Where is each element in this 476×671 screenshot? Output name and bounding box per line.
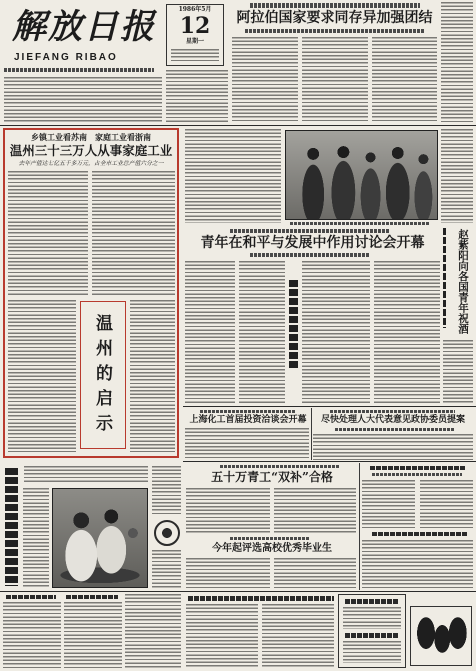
npc-kicker (330, 410, 455, 413)
bottom-col-5 (262, 604, 334, 668)
ad-text-2 (343, 641, 401, 663)
wenzhou-body-col-2 (92, 171, 175, 296)
youth-body-col-4 (374, 261, 440, 404)
issue-info-line (4, 68, 154, 72)
rule-right-lower (359, 463, 360, 590)
masthead-latin: JIEFANG RIBAO (14, 52, 118, 63)
arab-body-col-1 (232, 37, 298, 123)
chemical-kicker (200, 410, 295, 413)
youth-kicker (230, 229, 390, 233)
right-lower-heading-2 (372, 532, 467, 536)
bottom-heading-1 (6, 595, 56, 599)
rule-bottom (0, 591, 476, 592)
date-year-month: 1986年5月 (178, 6, 212, 13)
wenzhou-subhead: 去年产值达七亿五千多万元，占全市工业总产值六分之一 (18, 161, 164, 167)
photo-story-text (185, 129, 281, 223)
side-vertical-headline (289, 280, 298, 370)
top-right-column (441, 2, 473, 123)
left-lower-side-col-1 (152, 466, 181, 516)
rule-top (0, 125, 476, 126)
arab-headline: 阿拉伯国家要求同存异加强团结 (236, 10, 433, 26)
date-box (166, 4, 224, 66)
date-day: 12 (179, 13, 211, 39)
arab-subhead (245, 29, 425, 33)
masthead-text-block (4, 77, 162, 123)
workers-body-col-2 (274, 488, 356, 533)
left-lower-caption-text (23, 488, 49, 588)
left-vertical-headline (5, 468, 18, 586)
graduates-body-col-2 (274, 558, 356, 588)
wenzhou-commentary-title: 温州的启示 (92, 313, 112, 439)
chemical-body (185, 428, 309, 459)
bottom-col-1 (3, 602, 61, 668)
wenzhou-body-col-4 (130, 300, 175, 452)
youth-body-col-2 (239, 261, 285, 404)
right-lower-subheading-1 (372, 473, 462, 476)
wenzhou-body-col-3 (8, 300, 76, 452)
column-logo-box (410, 606, 472, 666)
arab-kicker (250, 3, 420, 8)
right-lower-body-1a (362, 480, 415, 528)
right-lower-body-2 (362, 540, 473, 588)
bottom-col-3 (125, 594, 181, 668)
text-below-date (166, 70, 228, 123)
rule-chemical-npc (311, 408, 312, 460)
arab-body-col-2 (302, 37, 368, 123)
arab-body-col-3 (372, 37, 437, 123)
bottom-ad-box (338, 594, 406, 668)
date-details (171, 49, 219, 63)
workers-kicker (220, 465, 340, 468)
zhao-body (443, 340, 473, 404)
npc-body (313, 434, 473, 460)
youth-body-col-1 (185, 261, 235, 404)
bottom-heading-2 (66, 595, 118, 599)
left-lower-kicker-text (24, 466, 148, 484)
ad-heading-1 (345, 599, 399, 604)
chemical-headline: 上海化工首届投资洽谈会开幕 (189, 415, 307, 425)
rule-mid (183, 406, 476, 407)
graduates-kicker (230, 537, 310, 540)
wenzhou-commentary-box (80, 301, 126, 449)
workers-body-col-1 (186, 488, 270, 533)
emblem-icon (154, 520, 180, 546)
right-lower-heading-1 (370, 466, 465, 470)
zhao-kicker (443, 228, 446, 328)
date-weekday: 星期一 (185, 38, 204, 45)
photo-caption (290, 222, 430, 225)
youth-headline: 青年在和平与发展中作用讨论会开幕 (200, 235, 425, 251)
bottom-col-4 (186, 604, 258, 668)
left-lower-side-col-2 (152, 550, 181, 588)
bottom-col-2 (64, 602, 122, 668)
photo-workers-at-counter (52, 488, 148, 588)
ad-heading-2 (345, 633, 399, 638)
graduates-body-col-1 (186, 558, 270, 588)
workers-headline: 五十万青工“双补”合格 (211, 470, 333, 484)
right-column-upper (441, 129, 473, 223)
right-lower-body-1b (420, 480, 473, 528)
wenzhou-kicker: 乡镇工业看苏南 家庭工业看浙南 (31, 132, 151, 142)
rule-lower (183, 461, 476, 462)
photo-delegation-walking (285, 130, 438, 220)
graduates-headline: 今年起评选高校优秀毕业生 (212, 543, 332, 554)
wenzhou-body-col-1 (8, 171, 88, 296)
npc-headline: 尽快处理人大代表意见政协委员提案 (320, 415, 465, 425)
youth-body-col-3 (302, 261, 370, 404)
youth-subhead (250, 253, 370, 257)
masthead-title: 解放日报 (12, 7, 156, 47)
ad-text-1 (343, 607, 401, 629)
bottom-heading-center (188, 596, 334, 601)
zhao-headline: 赵紫阳向各国青年祝酒 (457, 228, 469, 334)
wenzhou-headline: 温州三十三万人从事家庭工业 (9, 143, 173, 158)
npc-subhead (335, 428, 455, 431)
